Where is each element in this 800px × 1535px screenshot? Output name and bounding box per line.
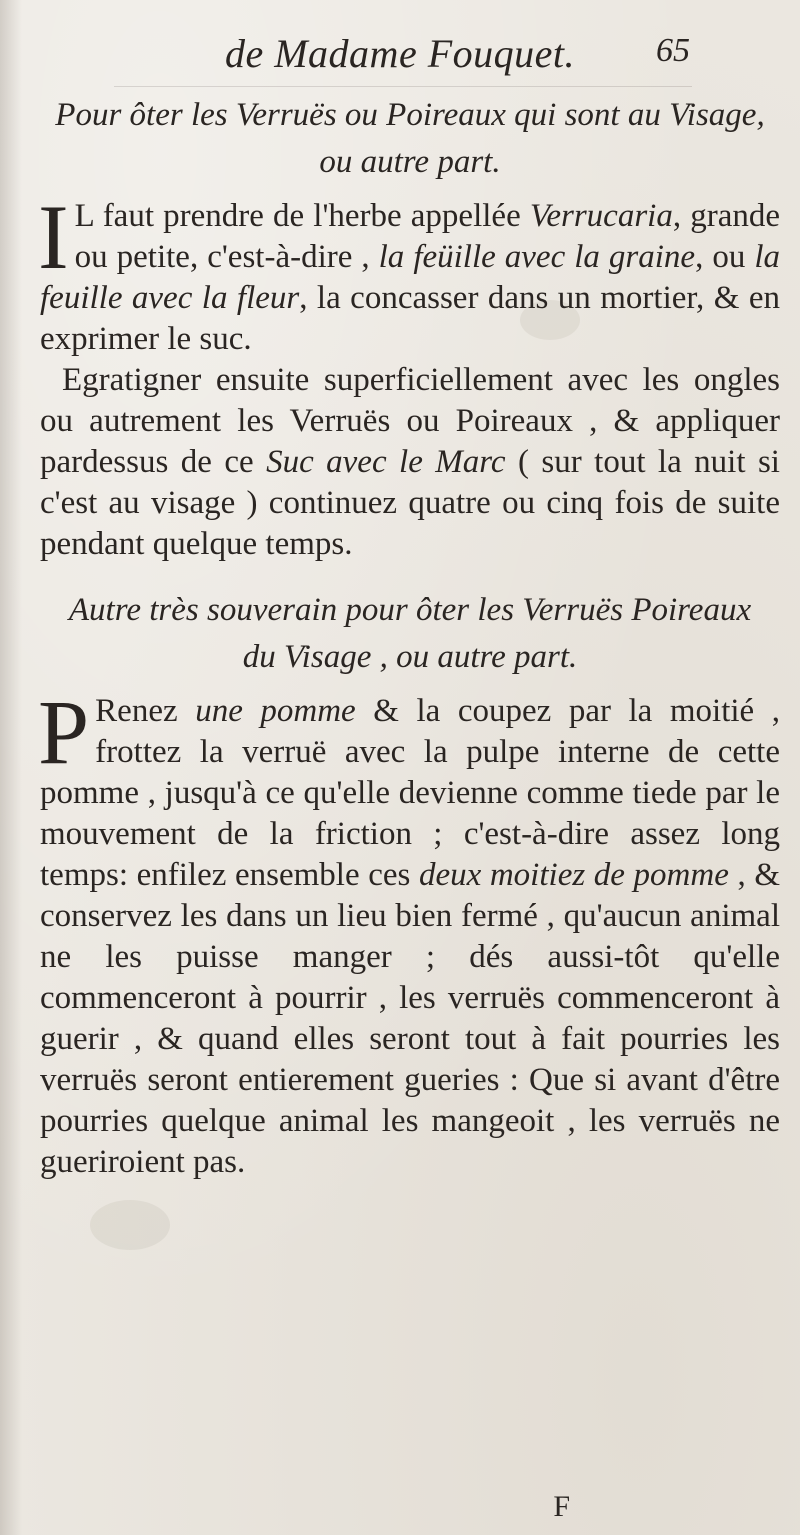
text-run: ( sur tout la nuit si c'est au visage ) continuez quatre ou cinq fois de suite pendant quelque temps.: [40, 444, 780, 562]
recipe-title-warts: Pour ôter les Verruës ou Poireaux qui sont au Visage, ou autre part.: [55, 97, 765, 180]
text-run: , grande ou petite, c'est-à-dire ,: [74, 198, 780, 275]
header-rule: [114, 86, 692, 87]
text-run: , & conservez les dans un lieu bien fermé , qu'aucun animal ne les puisse manger ; dés aussi-tôt qu'elle commenceront à pourrir , les verruës commenceront à guerir , & quand elles seront tout à fait pourries les verruës seront entierement gueries : Que si avant d'être pourries quelque animal les mangeoit , les verruës ne gueriroient pas.: [40, 857, 780, 1180]
page-content: [40, 92, 780, 1183]
drop-cap: I: [38, 186, 69, 288]
text-run: Egratigner ensuite superficiellement avec les ongles ou autrement les Verruës ou Poireaux , & appliquer pardessus de ce: [40, 362, 780, 480]
catchword: F: [553, 1490, 570, 1523]
italic-run: une pomme: [195, 693, 356, 729]
section-gap: [40, 565, 780, 587]
text-run: , ou: [695, 239, 755, 275]
text-run: L faut prendre de l'herbe appellée: [74, 198, 530, 234]
italic-run: Suc avec le Marc: [266, 444, 506, 480]
paper-stain: [90, 1200, 170, 1250]
italic-run: la feuille avec la fleur: [40, 239, 781, 316]
text-run: , la concasser dans un mortier, & en exprimer le suc.: [40, 280, 780, 357]
text-run: & la coupez par la moitié , frottez la verruë avec la pulpe interne de cette pomme , jusqu'à ce qu'elle devienne comme tiede par le mouvement de la friction ; c'est-à-dire assez long temps: enfilez ensemble ces: [40, 693, 781, 893]
recipe-title-remedy: Autre très souverain pour ôter les Verruës Poireaux du Visage , ou autre part.: [68, 592, 752, 675]
text-run: Renez: [95, 693, 196, 729]
italic-run: Verrucaria: [529, 198, 673, 234]
recipe-paragraph: [40, 360, 780, 565]
running-title: de Madame Fouquet.: [224, 31, 575, 76]
recipe-paragraph: [38, 186, 781, 360]
page-number: 65: [656, 32, 690, 69]
running-head: [0, 30, 800, 80]
italic-run: la feüille avec la graine: [378, 239, 696, 275]
recipe-paragraph: [38, 681, 781, 1183]
italic-run: deux moitiez de pomme: [418, 857, 729, 893]
drop-cap: P: [38, 681, 90, 783]
gutter-shadow: [0, 0, 22, 1535]
